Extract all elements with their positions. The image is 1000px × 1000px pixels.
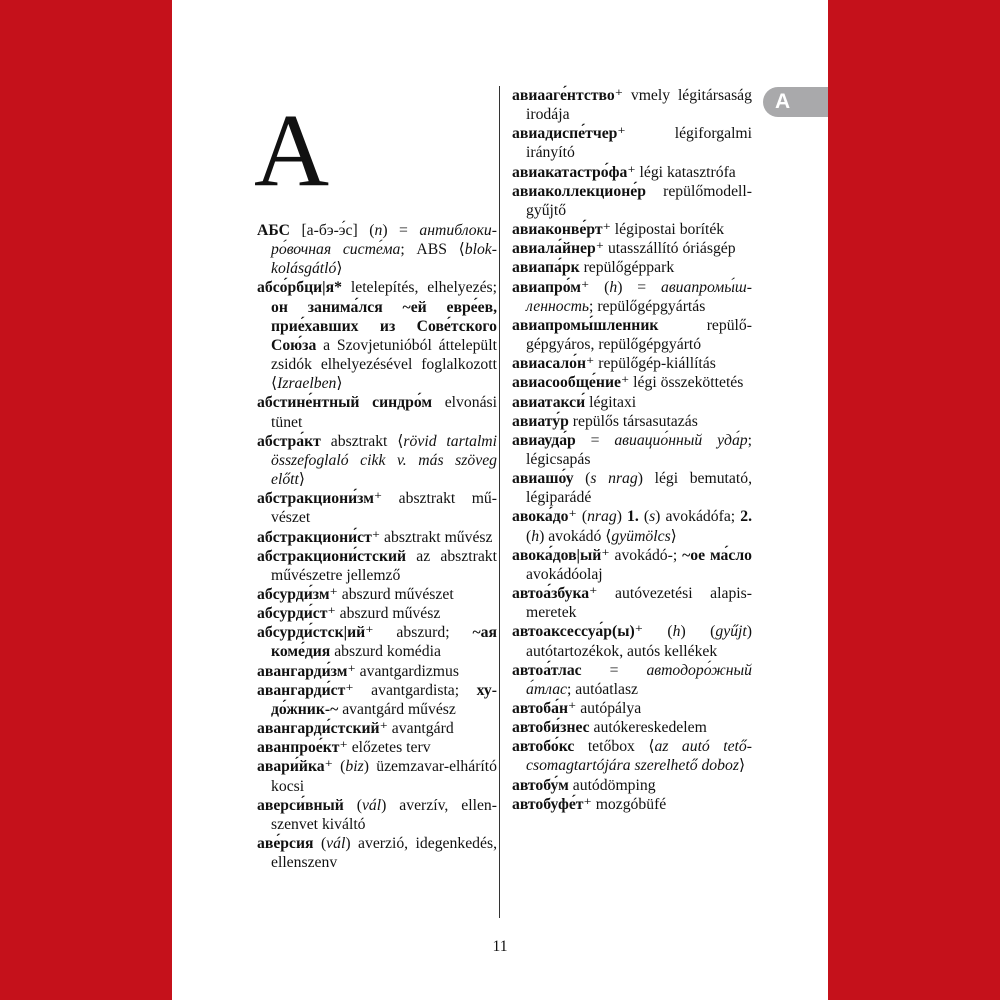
headword: авиасообще́ние [512, 374, 621, 392]
dictionary-entry [512, 776, 752, 795]
entry-text: ⁺ ( [324, 758, 346, 776]
italic-text: s nrag [590, 470, 638, 488]
headword: авиакатастро́фа [512, 163, 628, 181]
thumb-index-letter: A [775, 90, 791, 113]
italic-text: gyümölcs [611, 527, 671, 545]
headword: ~ое ма́сло [682, 546, 752, 564]
dictionary-entry [512, 258, 752, 277]
entry-text: ⟩ [738, 757, 746, 775]
italic-text: h [672, 623, 681, 641]
entry-text: ) ( [680, 623, 716, 641]
headword: абстракциони́стский [257, 547, 407, 565]
italic-text: авиапромы́шленность [526, 278, 752, 315]
italic-text: h [609, 278, 618, 296]
dictionary-entry [512, 163, 752, 182]
headword: автоа́тлас [512, 661, 582, 679]
dictionary-entry [512, 354, 752, 373]
dictionary-entry [512, 124, 752, 162]
entry-text: abszurd komédia [330, 643, 441, 661]
dictionary-entry [257, 393, 497, 431]
entry-text: autódömping [568, 776, 656, 794]
entry-text: ⁺ avantgardizmus [347, 662, 459, 680]
entry-text: ) = [617, 278, 661, 296]
entry-text: tetőbox ⟨ [574, 738, 655, 756]
left-column [257, 221, 497, 872]
headword: абстине́нтный синдро́м [257, 394, 433, 412]
headword: автоаксессуа́р(ы) [512, 623, 635, 641]
entry-text: ⁺ vmely légitársaság irodája [526, 87, 752, 124]
dictionary-entry [512, 661, 752, 699]
dictionary-entry [512, 584, 752, 622]
italic-text: Izraelben [277, 375, 337, 393]
dictionary-entry [512, 431, 752, 469]
headword: авиаколлекционе́р [512, 182, 646, 200]
entry-text: ⁺ avantgárd [379, 720, 454, 738]
entry-text: ; légicsapás [526, 431, 752, 468]
headword: авока́дов|ый [512, 546, 602, 564]
dictionary-entry [257, 796, 497, 834]
italic-text: h [531, 527, 540, 545]
entry-text: ) autótartozékok, autós kellékek [526, 623, 752, 660]
dictionary-entry [512, 737, 752, 775]
dictionary-entry [512, 507, 752, 545]
headword: аве́рсия [257, 835, 314, 852]
headword: аванпрое́кт [257, 739, 340, 757]
column-divider [499, 86, 500, 918]
entry-text: ) = [382, 222, 420, 239]
headword: ~ая коме́дия [271, 624, 497, 661]
dictionary-entry [512, 373, 752, 392]
dictionary-entry [257, 585, 497, 604]
entry-text: ) [616, 508, 627, 526]
entry-text: elvonási tünet [271, 394, 497, 431]
right-column [512, 86, 752, 814]
entry-text: repülőgépgyáros, repülőgépgyártó [526, 316, 752, 354]
dictionary-entry [512, 220, 752, 239]
entry-text: ⁺ előzetes terv [339, 739, 431, 757]
entry-text: ⟩ [336, 375, 343, 393]
entry-text: ; autóatlasz [567, 680, 639, 698]
entry-text: ⁺ ( [568, 508, 588, 526]
entry-text: ) averzió, idegenkedés, ellenszenv [271, 835, 497, 872]
headword: абсурди́зм [257, 585, 330, 603]
entry-text: ⁺ utasszállító óriásgép [595, 240, 736, 258]
dictionary-entry [257, 221, 497, 278]
italic-text: nrag [587, 508, 617, 526]
entry-text: ⁺ mozgóbüfé [583, 795, 667, 813]
entry-text: repülőmodell-gyűjtő [526, 182, 752, 219]
entry-text: ⁺ légi katasztrófa [627, 163, 736, 181]
italic-text: n [374, 222, 383, 239]
headword: авиааге́нтство [512, 87, 615, 104]
entry-text: ⁺ abszurd; [365, 624, 473, 642]
entry-text: repülőgéppark [579, 259, 675, 277]
dictionary-entry [512, 622, 752, 660]
headword: худо́жник-~ [271, 681, 497, 718]
entry-text: ⁺ absztrakt művész [371, 528, 493, 546]
entry-text: avantgárd művész [338, 700, 456, 718]
dictionary-entry [257, 528, 497, 547]
entry-text: ⁺ ( [634, 623, 673, 641]
dictionary-entry [257, 719, 497, 738]
headword: абстракциони́зм [257, 490, 374, 508]
entry-text: ⟩ [670, 527, 677, 545]
headword: аверси́вный [257, 796, 344, 814]
entry-text: ; repülőgépgyártás [589, 297, 706, 315]
headword: авиапа́рк [512, 259, 580, 277]
entry-text: ⁺ repülőgép-kiállítás [586, 355, 716, 373]
italic-text: vál [326, 835, 346, 852]
headword: авиасало́н [512, 355, 587, 373]
dictionary-entry [257, 547, 497, 585]
dictionary-entry [512, 278, 752, 316]
dictionary-entry [257, 757, 497, 795]
page-number: 11 [492, 938, 508, 955]
dictionary-entry [512, 393, 752, 412]
headword: автоба́н [512, 700, 568, 717]
dictionary-entry [257, 489, 497, 527]
entry-text: repülős társasutazás [568, 412, 698, 430]
headword: авиауда́р [512, 431, 576, 449]
dictionary-entry [512, 316, 752, 354]
dictionary-entry [512, 718, 752, 737]
entry-text: ( [638, 508, 650, 526]
dictionary-entry [257, 278, 497, 393]
entry-text: avokádóolaj [526, 565, 603, 583]
entry-text: ) légi bemutató, légiparádé [526, 470, 753, 507]
italic-text: s [649, 508, 656, 526]
italic-text: blokkolásgátló [271, 241, 498, 278]
headword: авиапро́м [512, 278, 581, 296]
italic-text: rövid tartalmi összefoglaló cikk v. más szöveg előtt [271, 432, 497, 489]
dictionary-entry [512, 795, 752, 814]
entry-text: ⟩ [336, 260, 343, 278]
section-letter: A [254, 93, 330, 208]
entry-text: [а-бэ-э́с] ( [289, 222, 375, 239]
entry-text: ⁺ autópálya [568, 700, 642, 717]
entry-text: ⁺ légiforgalmi irányító [526, 125, 752, 162]
headword: 1. [627, 508, 639, 526]
dictionary-entry [257, 623, 497, 661]
entry-text: légitaxi [585, 393, 637, 411]
headword: авиала́йнер [512, 240, 596, 258]
headword: авиашо́у [512, 470, 574, 488]
italic-text: авиацио́нный уда́р [614, 431, 748, 449]
dictionary-entry [512, 86, 752, 124]
headword: авиатакси́ [512, 393, 586, 411]
headword: авиаконве́рт [512, 221, 603, 239]
dictionary-entry [512, 469, 752, 507]
dictionary-entry [512, 239, 752, 258]
headword: абстра́кт [257, 432, 321, 450]
entry-text: ⁺ abszurd művész [327, 605, 441, 623]
headword: автобо́кс [512, 738, 575, 756]
headword: АБС [257, 222, 290, 239]
entry-text: ( [313, 835, 327, 852]
entry-text: ⁺ absztrakt művészet [271, 490, 497, 527]
dictionary-entry [512, 699, 752, 718]
entry-text: ⟩ [298, 471, 306, 489]
entry-text: letelepítés, elhelyezés; [341, 279, 497, 297]
dictionary-entry [512, 546, 752, 584]
headword: авиадиспе́тчер [512, 125, 618, 143]
headword: авангарди́стский [257, 720, 380, 738]
entry-text: az absztrakt művészetre jellemző [271, 547, 497, 584]
entry-text: ⁺ légi összeköttetés [620, 374, 744, 392]
entry-text: ) averzív, ellenszenvet kiváltó [271, 796, 497, 833]
entry-text: ( [526, 527, 532, 545]
dictionary-entry [257, 432, 497, 489]
dictionary-entry [512, 412, 752, 431]
headword: автобу́м [512, 776, 569, 794]
dictionary-entry [257, 834, 497, 872]
headword: авиапромы́шленник [512, 316, 659, 334]
dictionary-entry [257, 604, 497, 623]
headword: авангарди́зм [257, 662, 348, 680]
headword: авиату́р [512, 412, 569, 430]
entry-text: ; ABS ⟨ [400, 241, 465, 259]
dictionary-entry [257, 738, 497, 757]
italic-text: biz [345, 758, 364, 776]
italic-text: антиблокиро́вочная систе́ма [271, 222, 498, 259]
headword: абсурди́стск|ий [257, 624, 366, 642]
italic-text: vál [361, 796, 382, 814]
entry-text: absztrakt ⟨ [320, 432, 404, 450]
entry-text: = [581, 661, 647, 679]
dictionary-entry [512, 182, 752, 220]
italic-text: gyűjt [715, 623, 747, 641]
entry-text: = [575, 431, 615, 449]
italic-text: az autó tetőcsomagtartójára szerelhető doboz [526, 738, 752, 775]
entry-text: ) avokádó ⟨ [539, 527, 612, 545]
italic-text: автодоро́жный а́тлас [526, 661, 752, 698]
entry-text: ⁺ avokádó-; [601, 546, 683, 564]
entry-text: ⁺ avantgardista; [345, 681, 477, 699]
thumb-index-tab [763, 87, 828, 117]
dictionary-entry [257, 662, 497, 681]
headword: автоа́збука [512, 585, 590, 603]
entry-text: ⁺ légipostai boríték [602, 221, 725, 239]
entry-text: ⁺ ( [581, 278, 610, 296]
entry-text: ⁺ abszurd művészet [329, 585, 454, 603]
entry-text: ( [343, 796, 362, 814]
headword: автоби́знес [512, 719, 590, 737]
headword: авангарди́ст [257, 681, 346, 699]
entry-text: ⁺ autóvezetési alapismeretek [526, 585, 752, 622]
entry-text: ) avokádófa; [655, 508, 741, 526]
entry-text: autókereskedelem [589, 719, 707, 737]
headword: абсо́рбци|я* [257, 279, 342, 297]
headword: абсурди́ст [257, 605, 328, 623]
entry-text: ) üzemzavar-elhárító kocsi [271, 758, 497, 795]
headword: авока́до [512, 508, 569, 526]
headword: он занима́лся ~ей евре́ев, прие́хавших из Сове́тского Сою́за [271, 298, 497, 354]
headword: 2. [740, 508, 752, 526]
headword: авари́йка [257, 758, 325, 776]
entry-text: ( [573, 470, 591, 488]
headword: автобуфе́т [512, 795, 584, 813]
entry-text: a Szovjetunióból áttelepült zsidók elhelyezésével foglalkozott ⟨ [271, 336, 497, 393]
dictionary-entry [257, 681, 497, 719]
headword: абстракциони́ст [257, 528, 372, 546]
